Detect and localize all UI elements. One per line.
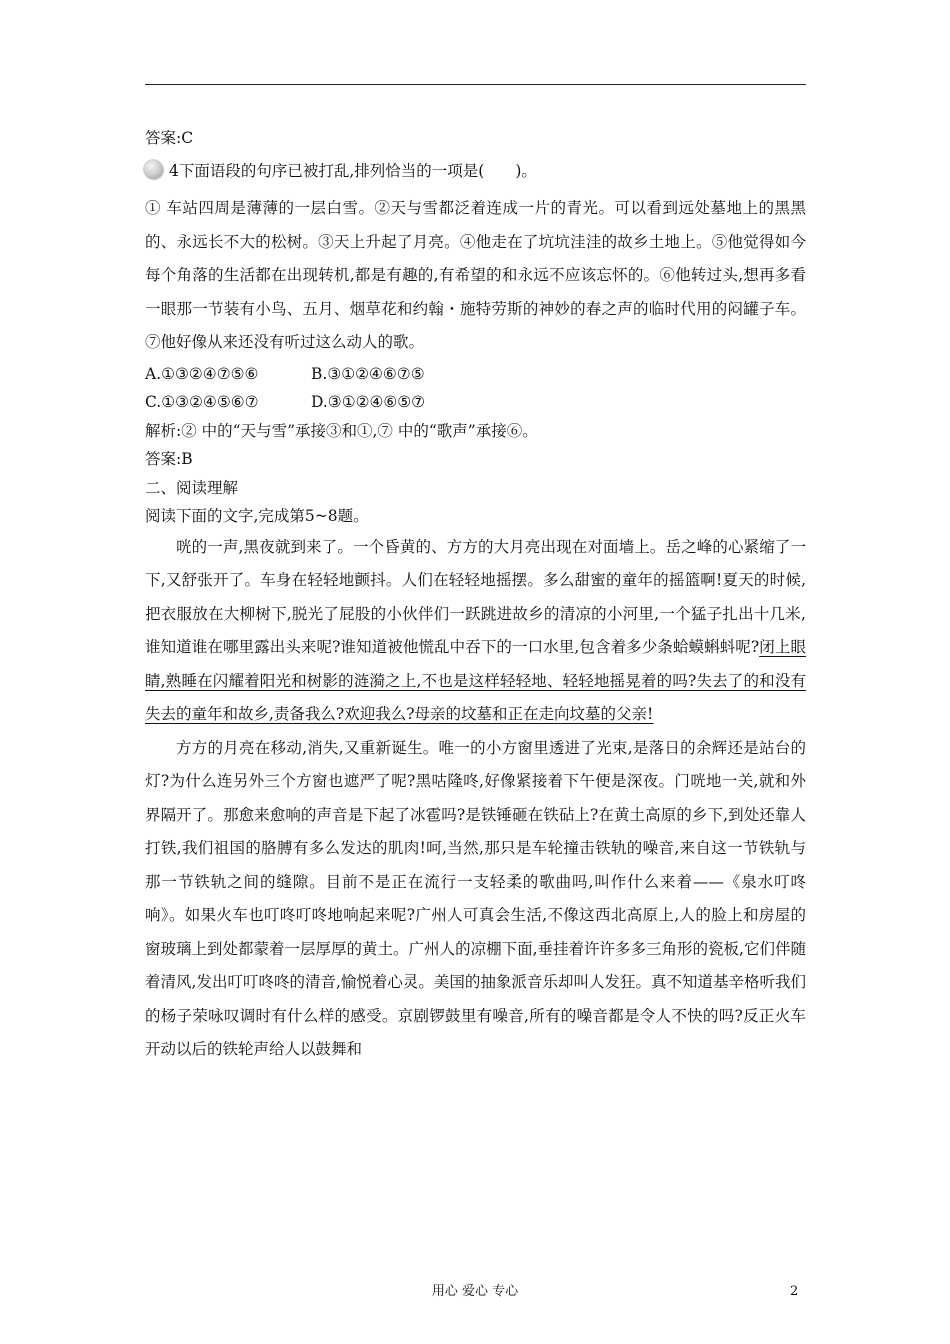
page-content <box>145 124 806 1067</box>
header-rule <box>145 84 806 85</box>
section-title: 二、阅读理解 <box>145 478 239 497</box>
options-row-2 <box>145 388 806 417</box>
question-4-stem <box>145 156 806 186</box>
answer-c: 答案:C <box>145 129 194 147</box>
option-d: D.③①②④⑥⑤⑦ <box>311 393 426 411</box>
question-4-text: 4下面语段的句序已被打乱,排列恰当的一项是( )。 <box>169 162 537 180</box>
analysis: 解析:② 中的“天与雪”承接③和①,⑦ 中的“歌声”承接⑥。 <box>145 421 538 440</box>
answer-b: 答案:B <box>145 450 193 468</box>
option-a: A.①③②④⑦⑤⑥ <box>145 364 259 383</box>
reading-paragraph-1 <box>145 531 806 732</box>
page-number: 2 <box>790 1284 799 1299</box>
bullet-circle-icon <box>143 159 163 179</box>
option-c: C.①③②④⑤⑥⑦ <box>145 393 259 411</box>
underlined-sentence: 闭上眼睛,熟睡在闪耀着阳光和树影的涟漪之上,不也是这样轻轻地、轻轻地摇晃着的吗?失去了的和没有失去的童年和故乡,责备我么?欢迎我么?母亲的坟墓和正在走向坟墓的父亲! <box>145 638 806 723</box>
paragraph-1-text: 咣的一声,黑夜就到来了。一个昏黄的、方方的大月亮出现在对面墙上。岳之峰的心紧缩了一下,又舒张开了。车身在轻轻地颤抖。人们在轻轻地摇摆。多么甜蜜的童年的摇篮啊!夏天的时候,把衣服放在大柳树下,脱光了屁股的小伙伴们一跃跳进故乡的清凉的小河里,一个猛子扎出十几米,谁知道谁在哪里露出头来呢?谁知道被他慌乱中吞下的一口水里,包含着多少条蛤蟆蝌蚪呢? <box>145 537 806 656</box>
option-b: B.③①②④⑥⑦⑤ <box>311 364 425 383</box>
reading-paragraph-2: 方方的月亮在移动,消失,又重新诞生。唯一的小方窗里透进了光束,是落日的余辉还是站台的灯?为什么连另外三个方窗也遮严了呢?黑咕隆咚,好像紧接着下午便是深夜。门咣地一关,就和外界隔开了。那愈来愈响的声音是下起了冰雹吗?是铁锤砸在铁砧上?在黄土高原的乡下,到处还靠人打铁,我们祖国的胳膊有多么发达的肌肉!呵,当然,那只是车轮撞击铁轨的噪音,来自这一节铁轨与那一节铁轨之间的缝隙。目前不是正在流行一支轻柔的歌曲吗,叫作什么来着——《泉水叮咚响》。如果火车也叮咚叮咚地响起来呢?广州人可真会生活,不像这西北高原上,人的脸上和房屋的窗玻璃上到处都蒙着一层厚厚的黄土。广州人的凉棚下面,垂挂着许许多多三角形的瓷板,它们伴随着清风,发出叮叮咚咚的清音,愉悦着心灵。美国的抽象派音乐却叫人发狂。真不知道基辛格听我们的杨子荣咏叹调时有什么样的感受。京剧锣鼓里有噪音,所有的噪音都是令人不快的吗?反正火车开动以后的铁轮声给人以鼓舞和 <box>145 738 806 1058</box>
question-4-passage: ① 车站四周是薄薄的一层白雪。②天与雪都泛着连成一片的青光。可以看到远处墓地上的黑黑的、永远长不大的松树。③天上升起了月亮。④他走在了坑坑洼洼的故乡土地上。⑤他觉得如今每个角落的生活都在出现转机,都是有趣的,有希望的和永远不应该忘怀的。⑥他转过头,想再多看一眼那一节装有小鸟、五月、烟草花和约翰・施特劳斯的神妙的春之声的临时代用的闷罐子车。⑦他好像从来还没有听过这么动人的歌。 <box>145 199 806 351</box>
reading-intro: 阅读下面的文字,完成第5~8题。 <box>145 507 369 525</box>
options-row-1 <box>145 360 806 389</box>
page-footer: 用心 爱心 专心 <box>431 1284 519 1299</box>
